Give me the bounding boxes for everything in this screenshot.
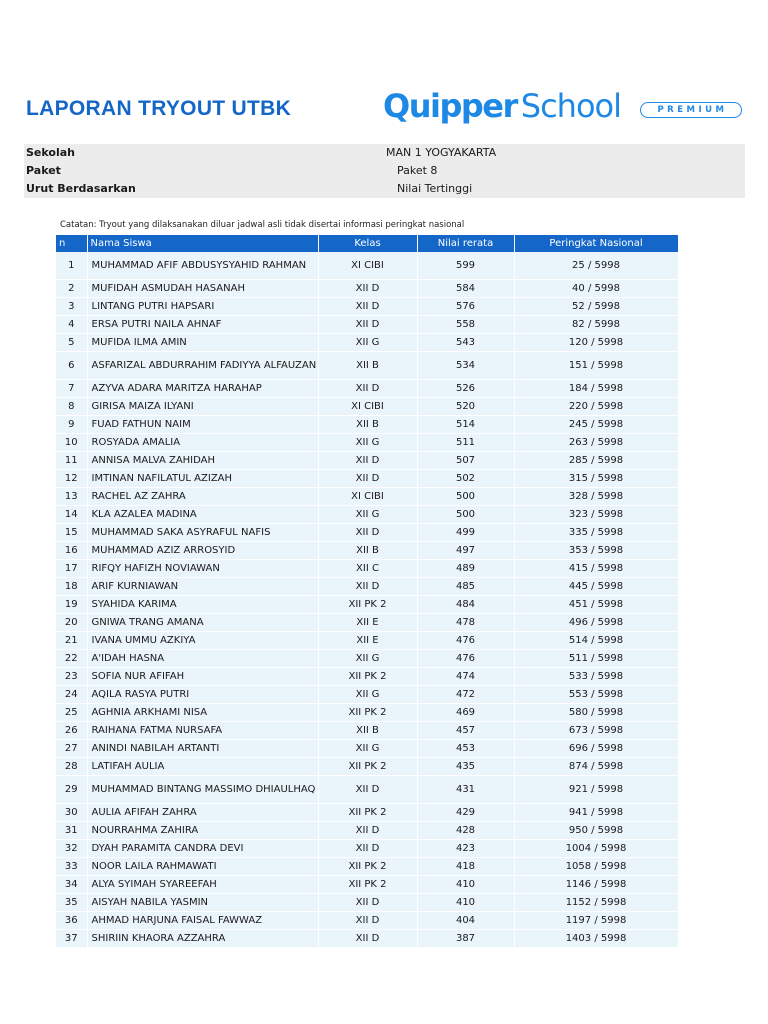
info-value: MAN 1 YOGYAKARTA	[386, 146, 497, 159]
row-number: 27	[56, 740, 87, 758]
national-rank: 263 / 5998	[514, 434, 678, 452]
student-name: ASFARIZAL ABDURRAHIM FADIYYA ALFAUZAN	[87, 352, 318, 380]
column-header-class: Kelas	[318, 235, 417, 252]
average-score: 418	[417, 858, 514, 876]
row-number: 15	[56, 524, 87, 542]
student-name: MUFIDA ILMA AMIN	[87, 334, 318, 352]
national-rank: 496 / 5998	[514, 614, 678, 632]
info-label: Paket	[26, 164, 61, 177]
average-score: 478	[417, 614, 514, 632]
national-rank: 315 / 5998	[514, 470, 678, 488]
page-title: LAPORAN TRYOUT UTBK	[26, 97, 292, 120]
row-number: 33	[56, 858, 87, 876]
row-number: 14	[56, 506, 87, 524]
table-row	[56, 488, 678, 506]
table-row	[56, 840, 678, 858]
table-header-row	[56, 235, 678, 252]
national-rank: 323 / 5998	[514, 506, 678, 524]
national-rank: 245 / 5998	[514, 416, 678, 434]
student-name: KLA AZALEA MADINA	[87, 506, 318, 524]
table-row	[56, 804, 678, 822]
average-score: 599	[417, 252, 514, 280]
student-class: XII D	[318, 776, 417, 804]
student-name: IMTINAN NAFILATUL AZIZAH	[87, 470, 318, 488]
national-rank: 553 / 5998	[514, 686, 678, 704]
average-score: 534	[417, 352, 514, 380]
row-number: 30	[56, 804, 87, 822]
average-score: 410	[417, 876, 514, 894]
column-header-n: n	[56, 235, 87, 252]
national-rank: 580 / 5998	[514, 704, 678, 722]
national-rank: 451 / 5998	[514, 596, 678, 614]
table-row	[56, 334, 678, 352]
table-row	[56, 434, 678, 452]
table-row	[56, 398, 678, 416]
national-rank: 52 / 5998	[514, 298, 678, 316]
row-number: 13	[56, 488, 87, 506]
row-number: 4	[56, 316, 87, 334]
student-class: XII G	[318, 686, 417, 704]
row-number: 12	[56, 470, 87, 488]
average-score: 410	[417, 894, 514, 912]
table-body	[56, 252, 678, 948]
column-header-score: Nilai rerata	[417, 235, 514, 252]
info-row-package	[24, 162, 745, 180]
student-class: XI CIBI	[318, 398, 417, 416]
student-class: XII D	[318, 452, 417, 470]
average-score: 500	[417, 506, 514, 524]
report-note: Catatan: Tryout yang dilaksanakan diluar jadwal asli tidak disertai informasi peringkat nasional	[60, 220, 465, 230]
average-score: 453	[417, 740, 514, 758]
student-name: MUFIDAH ASMUDAH HASANAH	[87, 280, 318, 298]
student-name: LINTANG PUTRI HAPSARI	[87, 298, 318, 316]
table-row	[56, 876, 678, 894]
student-name: SYAHIDA KARIMA	[87, 596, 318, 614]
national-rank: 673 / 5998	[514, 722, 678, 740]
average-score: 469	[417, 704, 514, 722]
table-row	[56, 352, 678, 380]
table-row	[56, 578, 678, 596]
table-row	[56, 416, 678, 434]
student-name: AGHNIA ARKHAMI NISA	[87, 704, 318, 722]
table-row	[56, 524, 678, 542]
row-number: 26	[56, 722, 87, 740]
student-class: XII PK 2	[318, 668, 417, 686]
student-name: GNIWA TRANG AMANA	[87, 614, 318, 632]
student-name: AISYAH NABILA YASMIN	[87, 894, 318, 912]
row-number: 17	[56, 560, 87, 578]
student-class: XII D	[318, 912, 417, 930]
student-name: LATIFAH AULIA	[87, 758, 318, 776]
info-label: Sekolah	[26, 146, 75, 159]
student-class: XII B	[318, 352, 417, 380]
student-class: XII G	[318, 334, 417, 352]
table-row	[56, 470, 678, 488]
student-class: XII D	[318, 298, 417, 316]
row-number: 10	[56, 434, 87, 452]
national-rank: 445 / 5998	[514, 578, 678, 596]
average-score: 476	[417, 632, 514, 650]
row-number: 7	[56, 380, 87, 398]
national-rank: 353 / 5998	[514, 542, 678, 560]
info-row-school	[24, 144, 745, 162]
student-name: RIFQY HAFIZH NOVIAWAN	[87, 560, 318, 578]
student-name: A'IDAH HASNA	[87, 650, 318, 668]
student-class: XII G	[318, 434, 417, 452]
table-row	[56, 298, 678, 316]
student-class: XII G	[318, 650, 417, 668]
student-name: AQILA RASYA PUTRI	[87, 686, 318, 704]
info-row-sort	[24, 180, 745, 198]
row-number: 20	[56, 614, 87, 632]
table-row	[56, 452, 678, 470]
national-rank: 1152 / 5998	[514, 894, 678, 912]
info-label: Urut Berdasarkan	[26, 182, 136, 195]
premium-badge: PREMIUM	[640, 102, 742, 118]
student-name: MUHAMMAD SAKA ASYRAFUL NAFIS	[87, 524, 318, 542]
student-class: XII D	[318, 894, 417, 912]
student-class: XII B	[318, 416, 417, 434]
table-row	[56, 614, 678, 632]
table-row	[56, 740, 678, 758]
table-row	[56, 632, 678, 650]
student-name: IVANA UMMU AZKIYA	[87, 632, 318, 650]
table-row	[56, 686, 678, 704]
info-value: Nilai Tertinggi	[397, 182, 473, 195]
student-class: XII PK 2	[318, 704, 417, 722]
national-rank: 82 / 5998	[514, 316, 678, 334]
table-row	[56, 380, 678, 398]
average-score: 404	[417, 912, 514, 930]
national-rank: 120 / 5998	[514, 334, 678, 352]
average-score: 500	[417, 488, 514, 506]
national-rank: 514 / 5998	[514, 632, 678, 650]
average-score: 520	[417, 398, 514, 416]
report-info	[24, 144, 745, 198]
logo-school-text: School	[520, 87, 621, 125]
average-score: 499	[417, 524, 514, 542]
national-rank: 220 / 5998	[514, 398, 678, 416]
national-rank: 921 / 5998	[514, 776, 678, 804]
student-class: XII D	[318, 578, 417, 596]
row-number: 18	[56, 578, 87, 596]
student-name: ALYA SYIMAH SYAREEFAH	[87, 876, 318, 894]
national-rank: 533 / 5998	[514, 668, 678, 686]
table-row	[56, 758, 678, 776]
average-score: 497	[417, 542, 514, 560]
table-row	[56, 650, 678, 668]
student-name: FUAD FATHUN NAIM	[87, 416, 318, 434]
average-score: 526	[417, 380, 514, 398]
average-score: 576	[417, 298, 514, 316]
student-class: XII PK 2	[318, 876, 417, 894]
national-rank: 25 / 5998	[514, 252, 678, 280]
table-row	[56, 894, 678, 912]
student-class: XI CIBI	[318, 252, 417, 280]
student-name: AHMAD HARJUNA FAISAL FAWWAZ	[87, 912, 318, 930]
student-name: SOFIA NUR AFIFAH	[87, 668, 318, 686]
row-number: 11	[56, 452, 87, 470]
table-row	[56, 704, 678, 722]
table-row	[56, 822, 678, 840]
national-rank: 696 / 5998	[514, 740, 678, 758]
row-number: 16	[56, 542, 87, 560]
student-class: XII E	[318, 614, 417, 632]
student-class: XII D	[318, 470, 417, 488]
student-class: XII PK 2	[318, 596, 417, 614]
student-class: XII D	[318, 380, 417, 398]
average-score: 514	[417, 416, 514, 434]
average-score: 507	[417, 452, 514, 470]
average-score: 429	[417, 804, 514, 822]
table-row	[56, 858, 678, 876]
student-name: GIRISA MAIZA ILYANI	[87, 398, 318, 416]
results-table	[56, 235, 679, 948]
row-number: 9	[56, 416, 87, 434]
average-score: 474	[417, 668, 514, 686]
national-rank: 874 / 5998	[514, 758, 678, 776]
logo-quipper-text: Quipper	[383, 87, 517, 125]
student-name: MUHAMMAD AFIF ABDUSYSYAHID RAHMAN	[87, 252, 318, 280]
student-class: XII D	[318, 930, 417, 948]
row-number: 24	[56, 686, 87, 704]
row-number: 19	[56, 596, 87, 614]
national-rank: 1146 / 5998	[514, 876, 678, 894]
average-score: 558	[417, 316, 514, 334]
average-score: 584	[417, 280, 514, 298]
column-header-name: Nama Siswa	[87, 235, 318, 252]
average-score: 428	[417, 822, 514, 840]
national-rank: 415 / 5998	[514, 560, 678, 578]
row-number: 29	[56, 776, 87, 804]
student-class: XII C	[318, 560, 417, 578]
student-name: RAIHANA FATMA NURSAFA	[87, 722, 318, 740]
row-number: 2	[56, 280, 87, 298]
table-row	[56, 280, 678, 298]
national-rank: 941 / 5998	[514, 804, 678, 822]
student-class: XII PK 2	[318, 858, 417, 876]
national-rank: 511 / 5998	[514, 650, 678, 668]
student-class: XII B	[318, 542, 417, 560]
student-name: MUHAMMAD BINTANG MASSIMO DHIAULHAQ	[87, 776, 318, 804]
table-row	[56, 912, 678, 930]
student-class: XII E	[318, 632, 417, 650]
table-row	[56, 252, 678, 280]
national-rank: 328 / 5998	[514, 488, 678, 506]
student-name: NOURRAHMA ZAHIRA	[87, 822, 318, 840]
row-number: 22	[56, 650, 87, 668]
average-score: 435	[417, 758, 514, 776]
national-rank: 1058 / 5998	[514, 858, 678, 876]
table-row	[56, 316, 678, 334]
average-score: 457	[417, 722, 514, 740]
national-rank: 40 / 5998	[514, 280, 678, 298]
average-score: 489	[417, 560, 514, 578]
quipper-school-logo	[383, 84, 621, 128]
student-name: AZYVA ADARA MARITZA HARAHAP	[87, 380, 318, 398]
student-class: XII PK 2	[318, 804, 417, 822]
average-score: 484	[417, 596, 514, 614]
average-score: 485	[417, 578, 514, 596]
row-number: 23	[56, 668, 87, 686]
table-row	[56, 560, 678, 578]
national-rank: 1403 / 5998	[514, 930, 678, 948]
row-number: 8	[56, 398, 87, 416]
average-score: 431	[417, 776, 514, 804]
student-class: XII D	[318, 280, 417, 298]
student-name: ARIF KURNIAWAN	[87, 578, 318, 596]
row-number: 1	[56, 252, 87, 280]
average-score: 472	[417, 686, 514, 704]
table-row	[56, 506, 678, 524]
student-class: XI CIBI	[318, 488, 417, 506]
student-name: RACHEL AZ ZAHRA	[87, 488, 318, 506]
student-name: NOOR LAILA RAHMAWATI	[87, 858, 318, 876]
student-name: ERSA PUTRI NAILA AHNAF	[87, 316, 318, 334]
student-class: XII D	[318, 316, 417, 334]
national-rank: 1004 / 5998	[514, 840, 678, 858]
row-number: 36	[56, 912, 87, 930]
table-row	[56, 776, 678, 804]
student-class: XII D	[318, 524, 417, 542]
table-row	[56, 722, 678, 740]
row-number: 35	[56, 894, 87, 912]
average-score: 476	[417, 650, 514, 668]
student-class: XII G	[318, 740, 417, 758]
student-class: XII D	[318, 840, 417, 858]
student-class: XII B	[318, 722, 417, 740]
table-row	[56, 930, 678, 948]
table-row	[56, 668, 678, 686]
table-row	[56, 596, 678, 614]
row-number: 25	[56, 704, 87, 722]
national-rank: 285 / 5998	[514, 452, 678, 470]
student-class: XII D	[318, 822, 417, 840]
student-class: XII PK 2	[318, 758, 417, 776]
student-name: SHIRIIN KHAORA AZZAHRA	[87, 930, 318, 948]
national-rank: 950 / 5998	[514, 822, 678, 840]
average-score: 502	[417, 470, 514, 488]
row-number: 34	[56, 876, 87, 894]
student-name: ANNISA MALVA ZAHIDAH	[87, 452, 318, 470]
average-score: 511	[417, 434, 514, 452]
national-rank: 151 / 5998	[514, 352, 678, 380]
row-number: 37	[56, 930, 87, 948]
row-number: 21	[56, 632, 87, 650]
row-number: 6	[56, 352, 87, 380]
national-rank: 1197 / 5998	[514, 912, 678, 930]
info-value: Paket 8	[397, 164, 438, 177]
average-score: 423	[417, 840, 514, 858]
student-name: ROSYADA AMALIA	[87, 434, 318, 452]
student-name: AULIA AFIFAH ZAHRA	[87, 804, 318, 822]
average-score: 387	[417, 930, 514, 948]
row-number: 5	[56, 334, 87, 352]
average-score: 543	[417, 334, 514, 352]
row-number: 31	[56, 822, 87, 840]
row-number: 32	[56, 840, 87, 858]
student-name: ANINDI NABILAH ARTANTI	[87, 740, 318, 758]
table-row	[56, 542, 678, 560]
row-number: 28	[56, 758, 87, 776]
student-name: MUHAMMAD AZIZ ARROSYID	[87, 542, 318, 560]
column-header-rank: Peringkat Nasional	[514, 235, 678, 252]
national-rank: 184 / 5998	[514, 380, 678, 398]
student-class: XII G	[318, 506, 417, 524]
student-name: DYAH PARAMITA CANDRA DEVI	[87, 840, 318, 858]
row-number: 3	[56, 298, 87, 316]
national-rank: 335 / 5998	[514, 524, 678, 542]
